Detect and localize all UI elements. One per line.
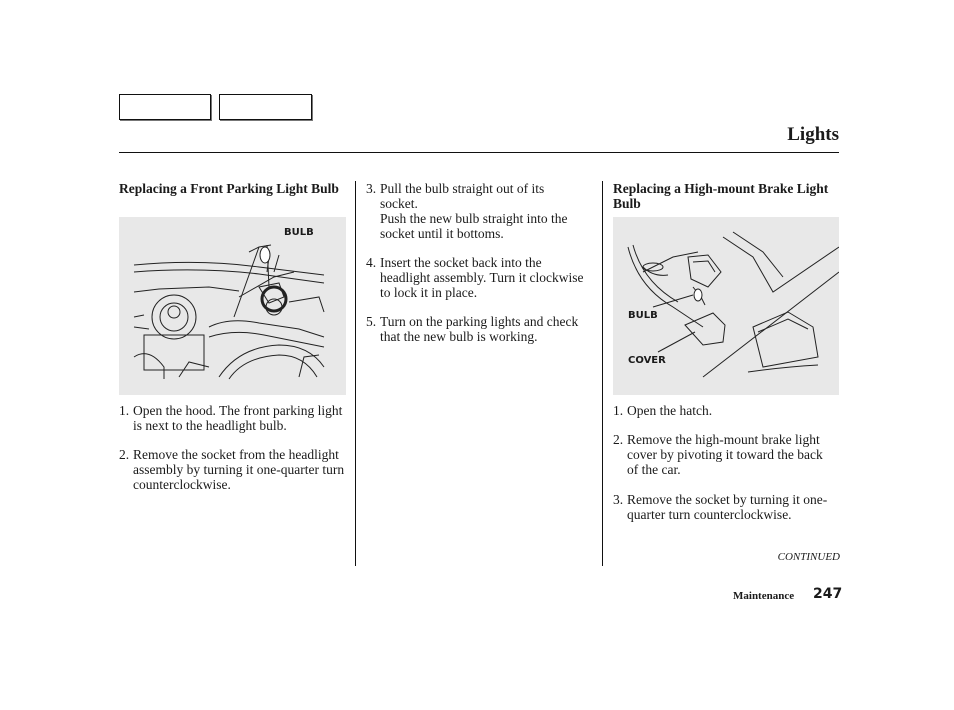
step-text: Open the hatch. <box>627 403 713 418</box>
front-parking-light-figure <box>119 217 346 395</box>
middle-step-3-extra: Push the new bulb straight into the socket until it bottoms. <box>380 211 568 241</box>
step-number: 5. <box>366 314 377 329</box>
bulb-label: BULB <box>628 310 658 321</box>
hatch-illustration <box>613 217 839 395</box>
engine-bay-illustration <box>119 217 346 395</box>
step-number: 1. <box>613 403 624 418</box>
step-number: 2. <box>119 447 130 462</box>
brake-light-figure <box>613 217 839 395</box>
step-number: 4. <box>366 255 377 270</box>
cover-label: COVER <box>628 355 666 366</box>
page-title: Lights <box>787 124 839 145</box>
step-number: 3. <box>613 492 624 507</box>
step-text: Open the hood. The front parking light is next to the headlight bulb. <box>133 403 343 433</box>
step-number: 3. <box>366 181 377 196</box>
column-divider-2 <box>602 181 603 566</box>
continued-note: CONTINUED <box>777 551 840 563</box>
page-number: 247 <box>813 586 843 602</box>
step-text: Turn on the parking lights and check that the new bulb is working. <box>380 314 579 344</box>
title-rule <box>119 152 839 153</box>
step-text: Remove the socket from the headlight assembly by turning it one-quarter turn counterclockwise. <box>133 447 345 492</box>
header-tab-1 <box>119 94 211 120</box>
footer-section: Maintenance <box>733 590 795 602</box>
step-number: 2. <box>613 432 624 447</box>
right-heading: Replacing a High-mount Brake Light Bulb <box>613 181 829 211</box>
step-text: Remove the high-mount brake light cover by pivoting it toward the back of the car. <box>627 432 823 477</box>
step-text: Insert the socket back into the headlight assembly. Turn it clockwise to lock it in place. <box>380 255 584 300</box>
bulb-label: BULB <box>284 227 314 238</box>
step-text: Remove the socket by turning it one-quarter turn counterclockwise. <box>627 492 828 522</box>
header-tab-2 <box>219 94 312 120</box>
column-divider-1 <box>355 181 356 566</box>
step-number: 1. <box>119 403 130 418</box>
left-heading: Replacing a Front Parking Light Bulb <box>119 181 339 196</box>
step-text: Pull the bulb straight out of its socket. <box>380 181 545 211</box>
